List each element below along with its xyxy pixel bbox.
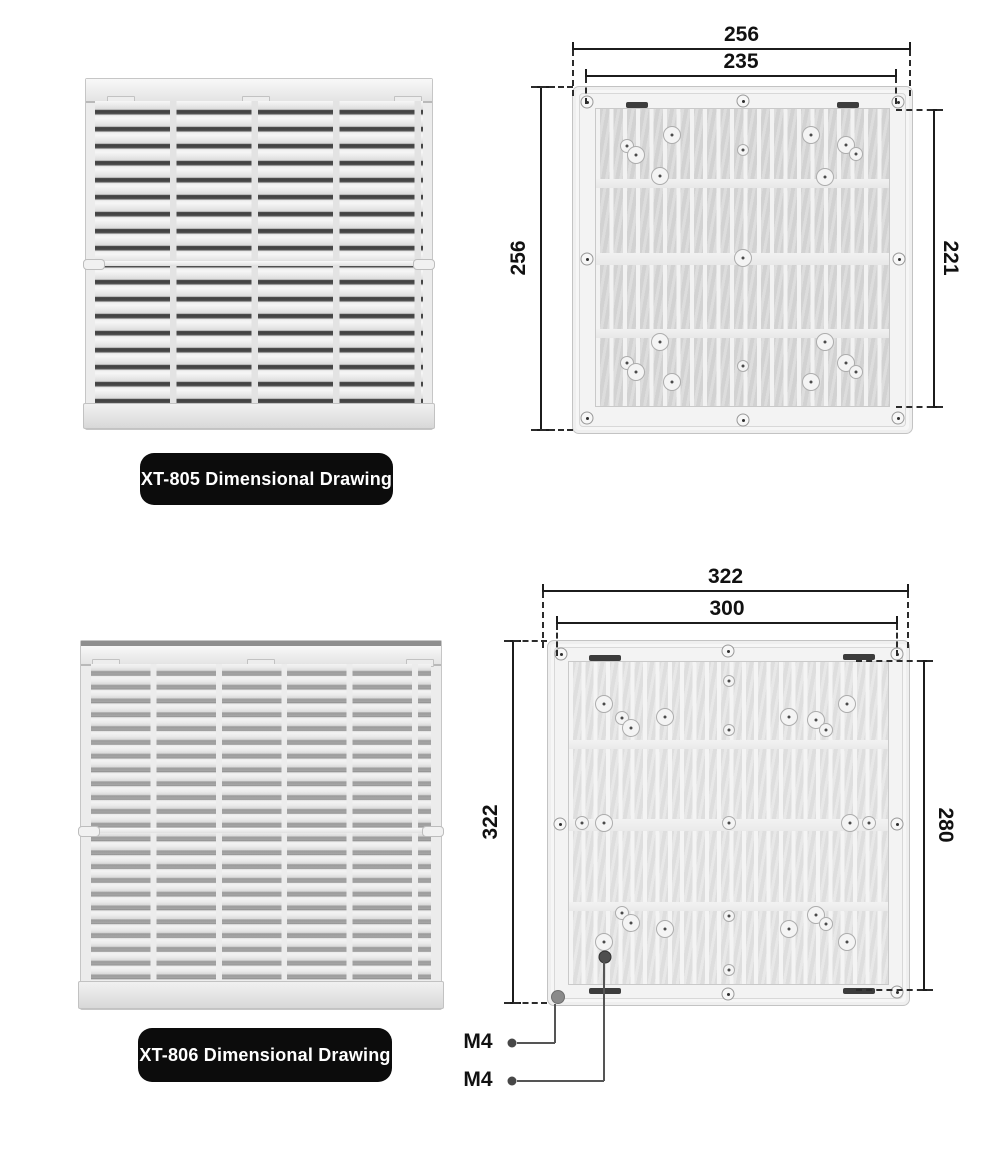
seam-clip [78,826,100,837]
screw-icon [581,96,594,109]
xt806-label [138,1028,392,1082]
mounting-boss [862,816,876,830]
extension-line [572,50,574,96]
extension-line [856,660,933,662]
grille-top-cap [86,79,432,103]
leader-dot [508,1039,517,1048]
screw-icon [581,253,594,266]
mounting-boss [627,146,645,164]
mounting-boss [816,333,834,351]
mounting-boss [627,363,645,381]
thread-label-m4: M4 [463,1030,493,1053]
mounting-boss [723,910,735,922]
mounting-boss [663,373,681,391]
mounting-boss [622,719,640,737]
mounting-boss [595,695,613,713]
mounting-boss [849,147,863,161]
seam-clip [413,259,435,270]
extension-line [896,406,943,408]
grille-base [83,403,435,429]
filter-grid [595,108,890,407]
mounting-boss [737,360,749,372]
dim-inner-width-806 [557,597,897,624]
mounting-boss [663,126,681,144]
screw-icon [737,95,750,108]
grille-top-cap [81,646,441,666]
mounting-boss [780,708,798,726]
xt806-label-text: XT-806 Dimensional Drawing [139,1044,391,1065]
grille-louvers [95,101,423,405]
dim-inner-height-806 [923,661,925,990]
dim-inner-height-805 [933,110,935,407]
screw-icon [554,818,567,831]
clip-slot [589,988,621,994]
mounting-boss [723,724,735,736]
xt805-rear-view [572,86,913,434]
leader-line [603,962,605,1081]
extension-line [585,77,587,104]
mounting-boss [651,167,669,185]
extension-line [895,77,897,104]
mounting-boss [737,144,749,156]
xt805-label [140,453,393,505]
xt805-label-text: XT-805 Dimensional Drawing [140,468,393,489]
extension-line [531,86,573,88]
dim-label: 235 [723,50,759,73]
extension-line [531,429,573,431]
leader-line [517,1042,555,1044]
seam-clip [83,259,105,270]
extension-line [896,624,898,656]
mounting-boss [841,814,859,832]
mounting-boss [622,914,640,932]
grille-louvers [91,664,431,983]
mounting-boss [595,933,613,951]
thread-label-m4: M4 [463,1068,493,1091]
mounting-boss [816,168,834,186]
dim-outer-width-806 [543,565,908,592]
mounting-boss [575,816,589,830]
mounting-boss [723,964,735,976]
mounting-boss [723,675,735,687]
screw-icon [892,412,905,425]
extension-line [856,989,933,991]
mounting-boss [802,373,820,391]
mounting-boss [595,814,613,832]
extension-line [907,592,909,648]
mounting-boss [849,365,863,379]
xt805-front-view [85,78,433,430]
m4-corner-boss [551,990,565,1004]
extension-line [504,1002,547,1004]
m4-inner-boss [599,951,612,964]
leader-line [517,1080,604,1082]
dim-label: 256 [723,23,760,46]
grille-seam [81,828,441,833]
dim-label: 221 [939,240,962,276]
dim-label: 280 [934,807,957,843]
center-boss [722,816,736,830]
seam-clip [422,826,444,837]
mounting-boss [838,695,856,713]
center-boss [734,249,752,267]
grille-seam [86,261,432,266]
xt806-front-view [80,640,442,1010]
filter-grid [568,661,889,985]
mounting-boss [651,333,669,351]
dim-outer-height-805 [540,87,542,430]
screw-icon [893,253,906,266]
mounting-boss [656,708,674,726]
extension-line [504,640,547,642]
screw-icon [892,96,905,109]
screw-icon [737,414,750,427]
dim-outer-height-806 [512,641,514,1003]
mounting-boss [819,723,833,737]
extension-line [909,50,911,96]
extension-line [556,624,558,656]
mounting-boss [656,920,674,938]
dim-label: 300 [709,597,745,620]
screw-icon [722,645,735,658]
screw-icon [722,988,735,1001]
dim-label: 322 [707,565,744,588]
leader-dot [508,1077,517,1086]
mounting-boss [819,917,833,931]
dim-inner-width-805 [586,50,896,77]
extension-line [896,109,943,111]
dim-label: 322 [479,804,502,840]
mounting-boss [838,933,856,951]
screw-icon [891,986,904,999]
mounting-boss [780,920,798,938]
dim-label: 256 [507,240,530,276]
grille-base [78,981,444,1009]
screw-icon [891,818,904,831]
mounting-boss [802,126,820,144]
screw-icon [581,412,594,425]
leader-line [554,1004,556,1043]
